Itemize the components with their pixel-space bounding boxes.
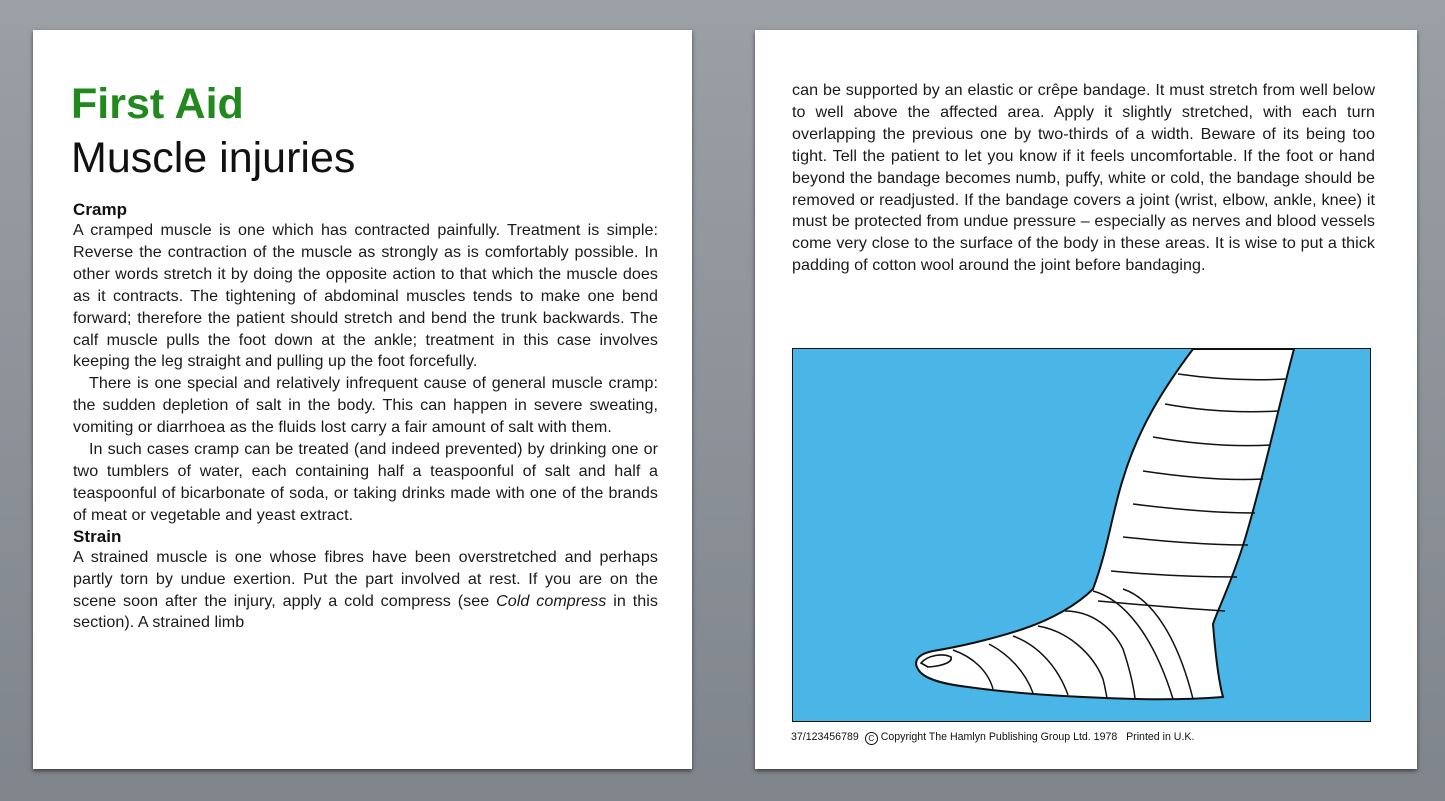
strain-text-end: in this section). A strained limb: [73, 591, 658, 632]
strain-paragraph-1: [73, 547, 658, 635]
article-body-right: [792, 80, 1375, 277]
leg-outline: [916, 349, 1294, 699]
copyright-icon: C: [865, 732, 878, 745]
cramp-paragraph-1: A cramped muscle is one which has contracted painfully. Treatment is simple: Reverse the contraction of the muscle as strongly as is comfortably possible. In other words stretch it by doing the opposite action to that which the muscle does as it contracts. The tightening of abdominal muscles tends to make one bend forward; therefore the patient should stretch and bend the trunk backwards. The calf muscle pulls the foot down at the ankle; treatment in this case involves keeping the leg straight and pulling up the foot forcefully.: [73, 221, 658, 371]
strain-text-start: A strained muscle is one whose fibres have been overstretched and perhaps partly torn by undue exertion. Put the part involved at rest. If you are on the scene soon after the injury, apply a cold compress (see: [73, 547, 658, 610]
bandaged-foot-drawing: [793, 349, 1370, 721]
bandaged-foot-illustration: [792, 348, 1371, 722]
cramp-heading: Cramp: [73, 200, 128, 219]
article-body-left: [73, 200, 658, 634]
card-number: 37/123456789: [791, 731, 859, 743]
copyright-text: Copyright The Hamlyn Publishing Group Ltd. 1978: [880, 731, 1118, 743]
cramp-paragraph-3: In such cases cramp can be treated (and indeed prevented) by drinking one or two tumblers of water, each containing half a teaspoonful of salt and half a teaspoonful of bicarbonate of soda, or taking drinks made with one of the brands of meat or vegetable and yeast extract.: [73, 440, 658, 524]
page-title: Muscle injuries: [71, 134, 356, 182]
card-back: [755, 30, 1417, 769]
cramp-paragraph-2: There is one special and relatively infrequent cause of general muscle cramp: the sudden depletion of salt in the body. This can happen in severe sweating, vomiting or diarrhoea as the fluids lost carry a fair amount of salt with them.: [73, 374, 658, 437]
cold-compress-reference: Cold compress: [496, 591, 607, 610]
strain-heading: Strain: [73, 526, 122, 546]
category-title: First Aid: [71, 80, 244, 128]
printed-in-text: Printed in U.K.: [1126, 731, 1195, 743]
card-footer: [791, 731, 1194, 745]
card-front: [33, 30, 692, 769]
continued-paragraph: can be supported by an elastic or crêpe bandage. It must stretch from well below to well above the affected area. Apply it slightly stretched, with each turn overlapping the previous one by two-thirds of a width. Beware of its being too tight. Tell the patient to let you know if it feels uncomfortable. If the foot or hand beyond the bandage becomes numb, puffy, white or cold, the bandage should be removed or readjusted. If the bandage covers a joint (wrist, elbow, ankle, knee) it must be protected from undue pressure – especially as nerves and blood vessels come very close to the surface of the body in these areas. It is wise to put a thick padding of cotton wool around the joint before bandaging.: [792, 81, 1375, 275]
